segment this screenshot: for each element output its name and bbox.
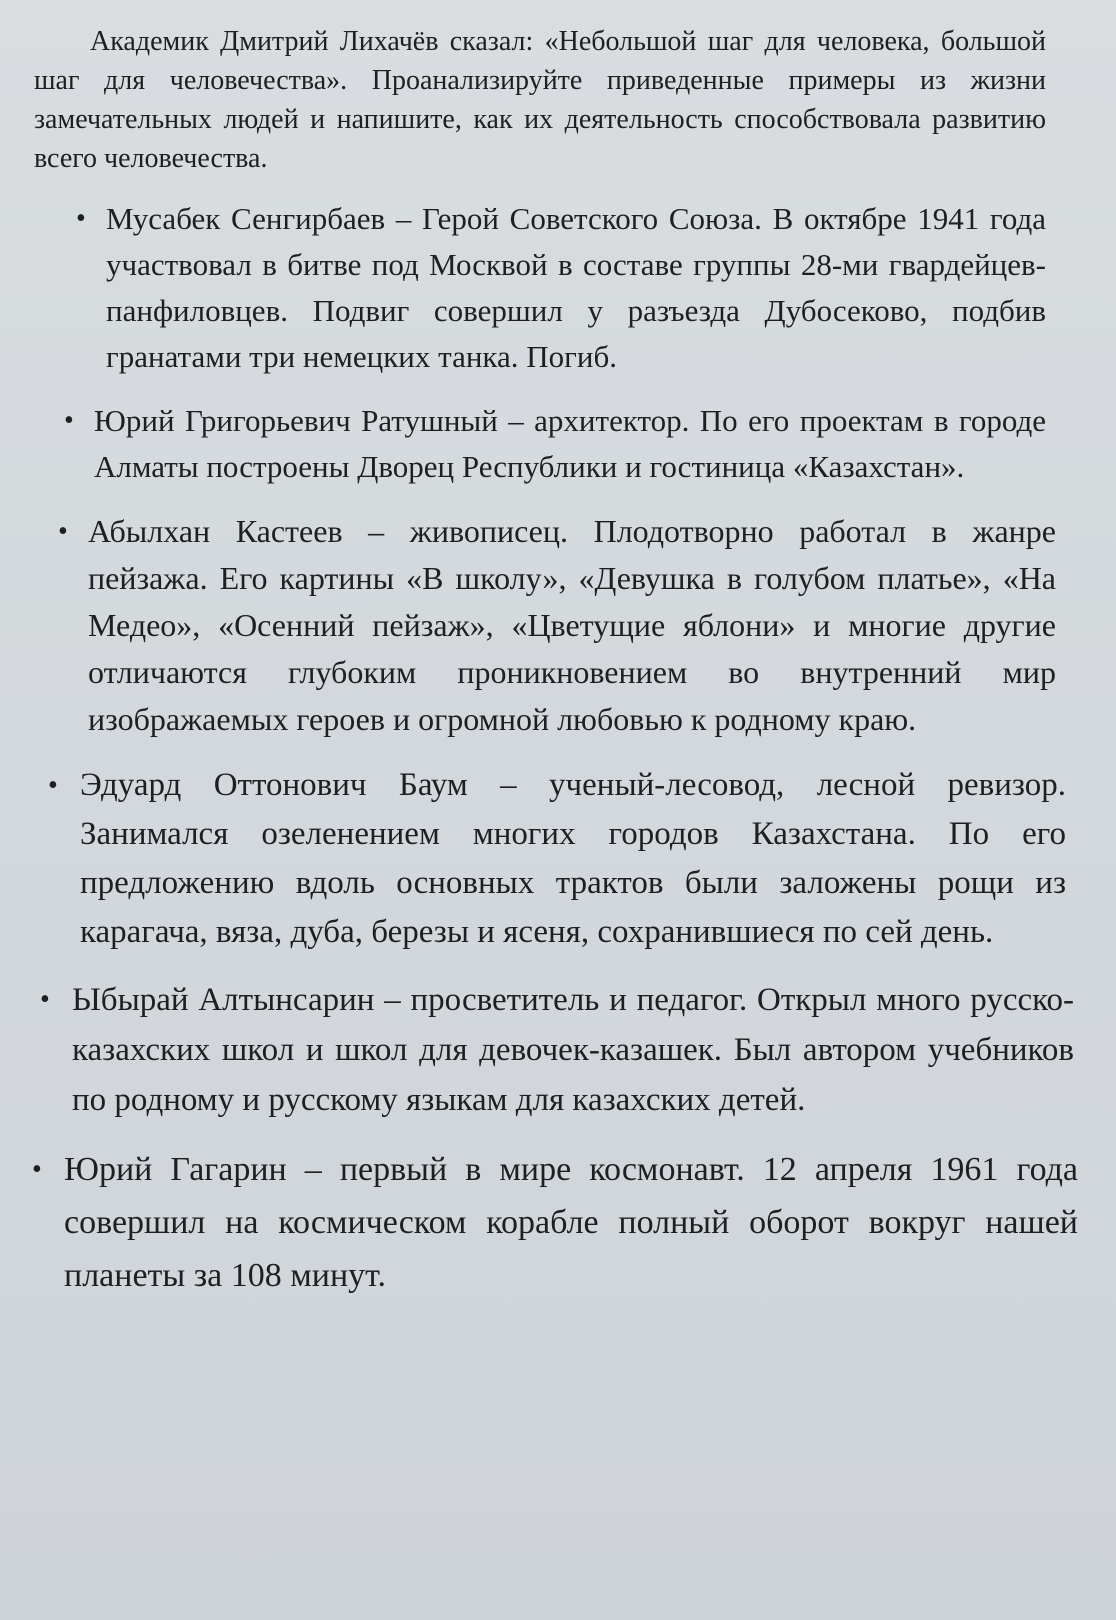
example-item-sengirbaev bbox=[76, 196, 1046, 380]
example-item-kasteev bbox=[58, 508, 1056, 743]
example-text: Эдуард Оттонович Баум – ученый-лесовод, лесной ревизор. Занимался озеленением многих городов Казахстана. По его предложению вдоль основных трактов были заложены рощи из карагача, вяза, дуба, березы и ясеня, сохранившиеся по сей день. bbox=[80, 767, 1066, 950]
bullet-icon: • bbox=[40, 984, 50, 1015]
example-item-ratushny bbox=[64, 398, 1046, 490]
example-item-baum bbox=[48, 761, 1066, 957]
bullet-icon: • bbox=[48, 770, 58, 801]
example-item-altynsarin bbox=[40, 975, 1074, 1125]
intro-paragraph: Академик Дмитрий Лихачёв сказал: «Небольшой шаг для человека, большой шаг для человечества». Проанализируйте приведенные примеры из жизни замечательных людей и напишите, как их деятельность способствовала развитию всего человечества. bbox=[34, 26, 1046, 174]
bullet-icon: • bbox=[32, 1154, 42, 1185]
example-text: Ыбырай Алтынсарин – просветитель и педагог. Открыл много русско-казахских школ и школ для девочек-казашек. Был автором учебников по родному и русскому языкам для казахских детей. bbox=[72, 982, 1074, 1118]
bullet-icon: • bbox=[58, 516, 68, 547]
bullet-icon: • bbox=[64, 405, 74, 436]
example-text: Юрий Гагарин – первый в мире космонавт. 12 апреля 1961 года совершил на космическом корабле полный оборот вокруг нашей планеты за 108 минут. bbox=[64, 1151, 1078, 1294]
example-item-gagarin bbox=[32, 1143, 1078, 1302]
example-text: Абылхан Кастеев – живописец. Плодотворно работал в жанре пейзажа. Его картины «В школу», «Девушка в голубом платье», «На Медео», «Осенний пейзаж», «Цветущие яблони» и многие другие отличаются глубоким проникновением во внутренний мир изображаемых героев и огромной любовью к родному краю. bbox=[88, 513, 1056, 737]
example-text: Мусабек Сенгирбаев – Герой Советского Союза. В октябре 1941 года участвовал в битве под Москвой в составе группы 28-ми гвардейцев-панфиловцев. Подвиг совершил у разъезда Дубосеково, подбив гранатами три немецких танка. Погиб. bbox=[106, 201, 1046, 374]
bullet-icon: • bbox=[76, 203, 86, 234]
examples-list bbox=[32, 196, 1078, 1302]
example-text: Юрий Григорьевич Ратушный – архитектор. По его проектам в городе Алматы построены Дворец Республики и гостиница «Казахстан». bbox=[94, 403, 1046, 484]
